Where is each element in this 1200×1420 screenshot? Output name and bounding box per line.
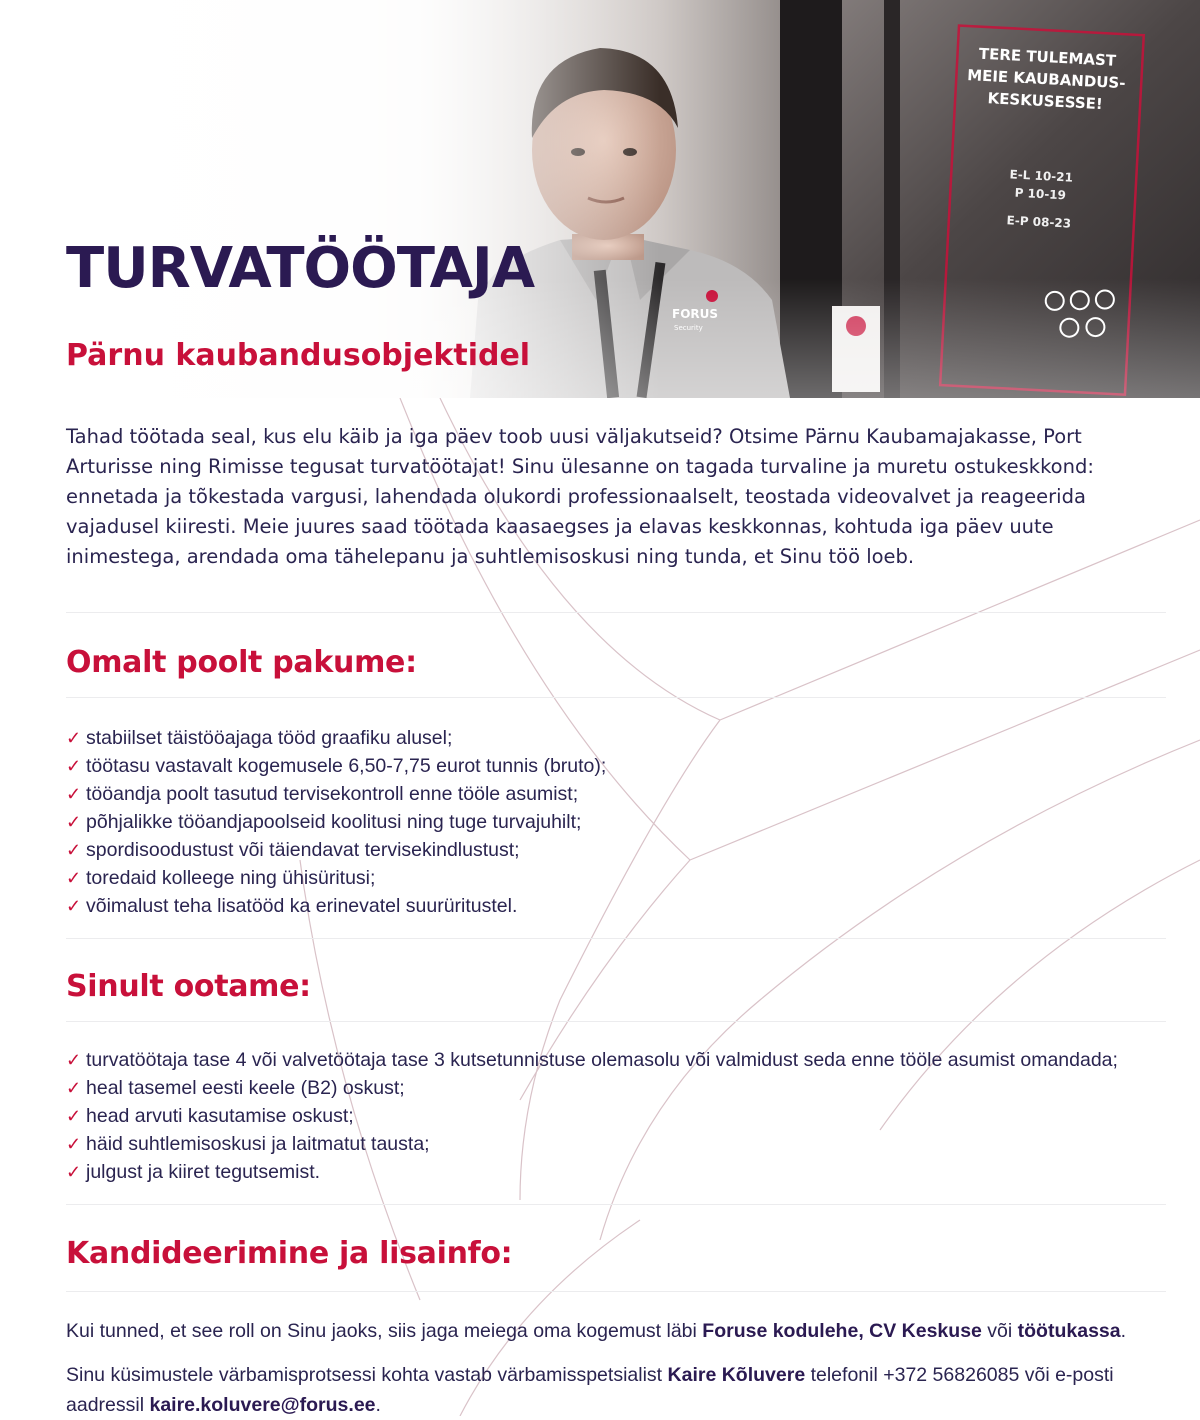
list-item: ✓ toredaid kolleege ning ühisüritusi; bbox=[66, 864, 1166, 892]
divider bbox=[66, 938, 1166, 939]
check-icon: ✓ bbox=[66, 868, 82, 888]
divider bbox=[66, 612, 1166, 613]
divider bbox=[66, 697, 1166, 698]
divider bbox=[66, 1021, 1166, 1022]
check-icon: ✓ bbox=[66, 1134, 82, 1154]
recruiter-name: Kaire Kõluvere bbox=[667, 1364, 806, 1386]
list-item: ✓ head arvuti kasutamise oskust; bbox=[66, 1102, 1166, 1130]
check-icon: ✓ bbox=[66, 1106, 82, 1126]
list-item: ✓ heal tasemel eesti keele (B2) oskust; bbox=[66, 1074, 1166, 1102]
check-icon: ✓ bbox=[66, 1050, 82, 1070]
recruiter-email-link[interactable]: kaire.koluvere@forus.ee bbox=[149, 1394, 376, 1416]
list-item: ✓ häid suhtlemisoskusi ja laitmatut tausta; bbox=[66, 1130, 1166, 1158]
list-item: ✓ põhjalikke tööandjapoolseid koolitusi ning tuge turvajuhilt; bbox=[66, 808, 1166, 836]
contact-paragraph: Sinu küsimustele värbamisprotsessi kohta vastab värbamisspetsialist Kaire Kõluvere telefonil +372 56826085 või e-posti aadressil kaire.koluvere@forus.ee. bbox=[66, 1364, 1114, 1416]
apply-section-title: Kandideerimine ja lisainfo: bbox=[66, 1236, 513, 1271]
intro-paragraph: Tahad töötada seal, kus elu käib ja iga päev toob uusi väljakutseid? Otsime Pärnu Kaubamajakasse, Port Arturisse ning Rimisse tegusat turvatöötajat! Sinu ülesanne on tagada turvaline ja muretu ostukeskkond: ennetada ja tõkestada vargusi, lahendada olukordi professionaalselt, teostada videovalvet ja reageerida vajadusel kiiresti. Meie juures saad töötada kaasaegses ja elavas keskkonnas, kohtuda iga päev uute inimestega, arendada oma tähelepanu ja suhtlemisoskusi ning tunda, et Sinu töö loeb. bbox=[66, 425, 1094, 568]
divider bbox=[66, 1291, 1166, 1292]
expect-list bbox=[66, 1046, 1166, 1186]
check-icon: ✓ bbox=[66, 784, 82, 804]
list-item: ✓ turvatöötaja tase 4 või valvetöötaja tase 3 kutsetunnistuse olemasolu või valmidust seda enne tööle asumist omandada; bbox=[66, 1046, 1166, 1074]
offer-section-title: Omalt poolt pakume: bbox=[66, 645, 417, 680]
job-ad-body bbox=[66, 422, 1166, 1420]
offer-list bbox=[66, 724, 1166, 920]
list-item: ✓ tööandja poolt tasutud tervisekontroll enne tööle asumist; bbox=[66, 780, 1166, 808]
check-icon: ✓ bbox=[66, 1078, 82, 1098]
check-icon: ✓ bbox=[66, 840, 82, 860]
page-title: TURVATÖÖTAJA bbox=[66, 236, 535, 301]
list-item: ✓ stabiilset täistööajaga tööd graafiku alusel; bbox=[66, 724, 1166, 752]
list-item: ✓ võimalust teha lisatööd ka erinevatel suurüritustel. bbox=[66, 892, 1166, 920]
cv-keskus-link[interactable]: CV Keskuse bbox=[869, 1320, 982, 1342]
check-icon: ✓ bbox=[66, 728, 82, 748]
apply-paragraph: Kui tunned, et see roll on Sinu jaoks, siis jaga meiega oma kogemust läbi Foruse kodulehe, CV Keskuse või töötukassa. bbox=[66, 1320, 1127, 1342]
list-item: ✓ töötasu vastavalt kogemusele 6,50-7,75 eurot tunnis (bruto); bbox=[66, 752, 1166, 780]
check-icon: ✓ bbox=[66, 812, 82, 832]
expect-section-title: Sinult ootame: bbox=[66, 969, 311, 1004]
hero-banner bbox=[0, 0, 1200, 398]
list-item: ✓ julgust ja kiiret tegutsemist. bbox=[66, 1158, 1166, 1186]
divider bbox=[66, 1204, 1166, 1205]
list-item: ✓ spordisoodustust või täiendavat tervisekindlustust; bbox=[66, 836, 1166, 864]
check-icon: ✓ bbox=[66, 1162, 82, 1182]
check-icon: ✓ bbox=[66, 896, 82, 916]
check-icon: ✓ bbox=[66, 756, 82, 776]
page-subtitle: Pärnu kaubandusobjektidel bbox=[66, 338, 531, 373]
forus-homepage-link[interactable]: Foruse kodulehe bbox=[702, 1320, 859, 1342]
tootukassa-link[interactable]: töötukassa bbox=[1017, 1320, 1121, 1342]
